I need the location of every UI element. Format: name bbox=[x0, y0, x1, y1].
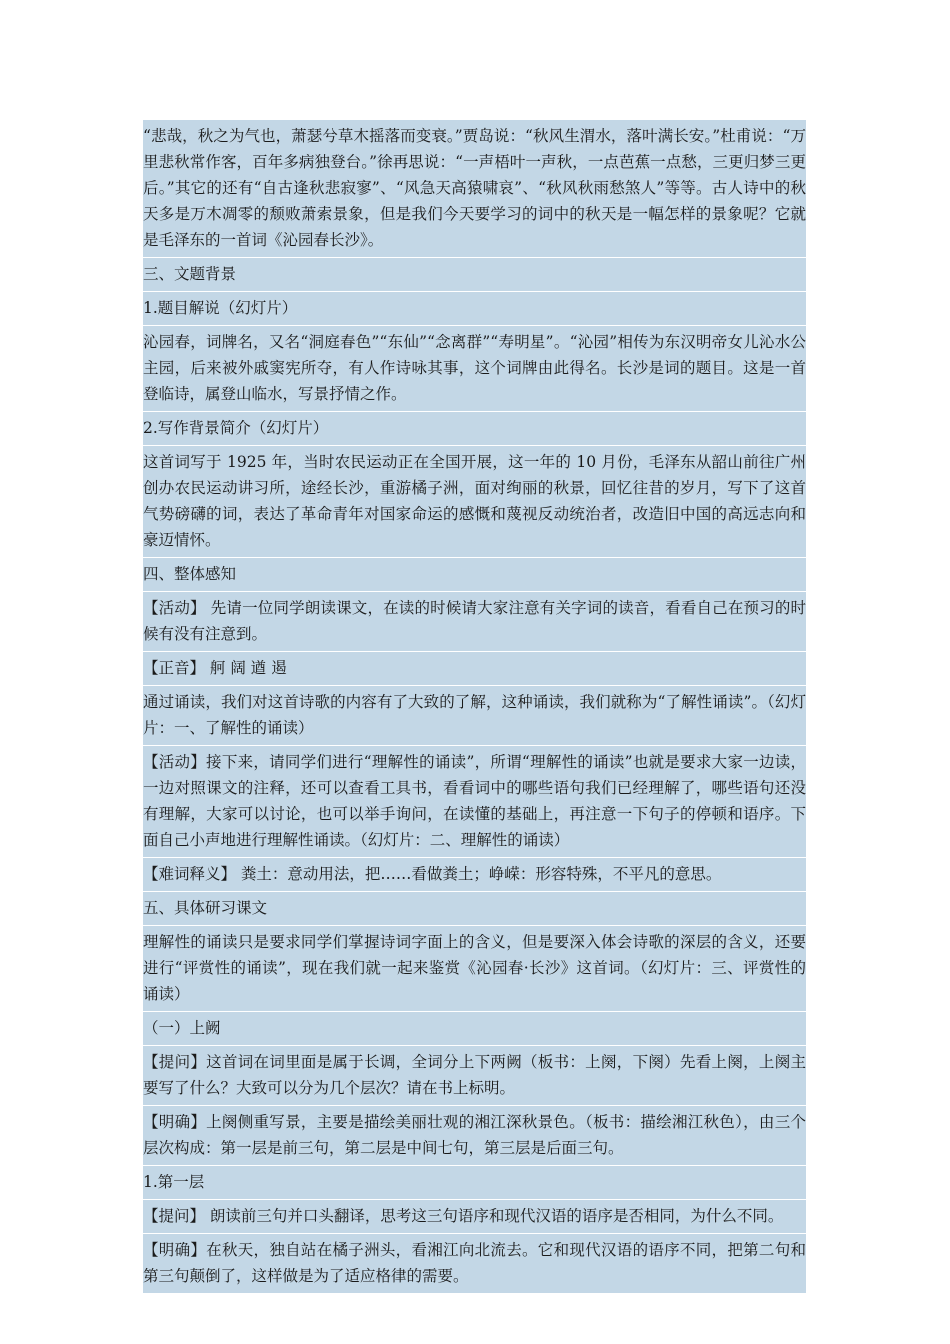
section-heading-overall-perception: 四、整体感知 bbox=[143, 558, 806, 592]
subheading-first-layer: 1.第一层 bbox=[143, 1166, 806, 1200]
paragraph-question-first-layer: 【提问】 朗读前三句并口头翻译，思考这三句语序和现代汉语的语序是否相同，为什么不同。 bbox=[143, 1200, 806, 1234]
subheading-writing-background: 2.写作背景简介（幻灯片） bbox=[143, 412, 806, 446]
paragraph-answer-first-layer: 【明确】在秋天，独自站在橘子洲头，看湘江向北流去。它和现代汉语的语序不同，把第二句和第三句颠倒了，这样做是为了适应格律的需要。 bbox=[143, 1241, 806, 1285]
paragraph-activity-comprehension: 【活动】接下来，请同学们进行“理解性的诵读”，所谓“理解性的诵读”也就是要求大家一边读，一边对照课文的注释，还可以查看工具书，看看词中的哪些语句我们已经理解了，哪些语句还没有理解，大家可以讨论，也可以举手询问，在读懂的基础上，再注意一下句子的停顿和语序。下面自己小声地进行理解性诵读。（幻灯片：二、理解性的诵读） bbox=[143, 746, 806, 858]
paragraph-question-upper-stanza: 【提问】这首词在词里面是属于长调，全词分上下两阙（板书：上阕，下阕）先看上阕，上阕主要写了什么？大致可以分为几个层次？请在书上标明。 bbox=[143, 1046, 806, 1106]
paragraph-appreciation-reading: 理解性的诵读只是要求同学们掌握诗词字面上的含义，但是要深入体会诗歌的深层的含义，还要进行“评赏性的诵读”，现在我们就一起来鉴赏《沁园春·长沙》这首词。（幻灯片：三、评赏性的诵读） bbox=[143, 926, 806, 1012]
paragraph-difficult-words: 【难词释义】 粪土：意动用法，把……看做粪土；峥嵘：形容特殊，不平凡的意思。 bbox=[143, 858, 806, 892]
subheading-title-explanation: 1.题目解说（幻灯片） bbox=[143, 292, 806, 326]
paragraph-title-explanation: 沁园春，词牌名，又名“洞庭春色”“东仙”“念离群”“寿明星”。“沁园”相传为东汉明帝女儿沁水公主园，后来被外戚窦宪所夺，有人作诗咏其事，这个词牌由此得名。长沙是词的题目。这是一首登临诗，属登山临水，写景抒情之作。 bbox=[143, 326, 806, 412]
document-body bbox=[143, 120, 806, 1293]
paragraph-writing-background: 这首词写于 1925 年，当时农民运动正在全国开展，这一年的 10 月份，毛泽东从韶山前往广州创办农民运动讲习所，途经长沙，重游橘子洲，面对绚丽的秋景，回忆往昔的岁月，写下了这首气势磅礴的词，表达了革命青年对国家命运的感慨和蔑视反动统治者，改造旧中国的高远志向和豪迈情怀。 bbox=[143, 446, 806, 558]
section-heading-background: 三、文题背景 bbox=[143, 258, 806, 292]
subheading-upper-stanza: （一）上阙 bbox=[143, 1012, 806, 1046]
paragraph-answer-upper-stanza: 【明确】上阕侧重写景，主要是描绘美丽壮观的湘江深秋景色。（板书：描绘湘江秋色），由三个层次构成：第一层是前三句，第二层是中间七句，第三层是后面三句。 bbox=[143, 1106, 806, 1166]
paragraph-pronunciation: 【正音】 舸 阔 遒 遏 bbox=[143, 652, 806, 686]
paragraph-activity-reading: 【活动】 先请一位同学朗读课文，在读的时候请大家注意有关字词的读音，看看自己在预习的时候有没有注意到。 bbox=[143, 592, 806, 652]
section-heading-study-text: 五、具体研习课文 bbox=[143, 892, 806, 926]
paragraph-intro-quotes: “悲哉，秋之为气也，萧瑟兮草木摇落而变衰。”贾岛说：“秋风生渭水，落叶满长安。”杜甫说：“万里悲秋常作客，百年多病独登台。”徐再思说：“一声梧叶一声秋，一点芭蕉一点愁，三更归梦三更后。”其它的还有“自古逢秋悲寂寥”、“风急天高猿啸哀”、“秋风秋雨愁煞人”等等。古人诗中的秋天多是万木凋零的颓败萧索景象，但是我们今天要学习的词中的秋天是一幅怎样的景象呢？它就是毛泽东的一首词《沁园春长沙》。 bbox=[143, 120, 806, 258]
paragraph-understanding-reading: 通过诵读，我们对这首诗歌的内容有了大致的了解，这种诵读，我们就称为“了解性诵读”。（幻灯片：一、了解性的诵读） bbox=[143, 686, 806, 746]
